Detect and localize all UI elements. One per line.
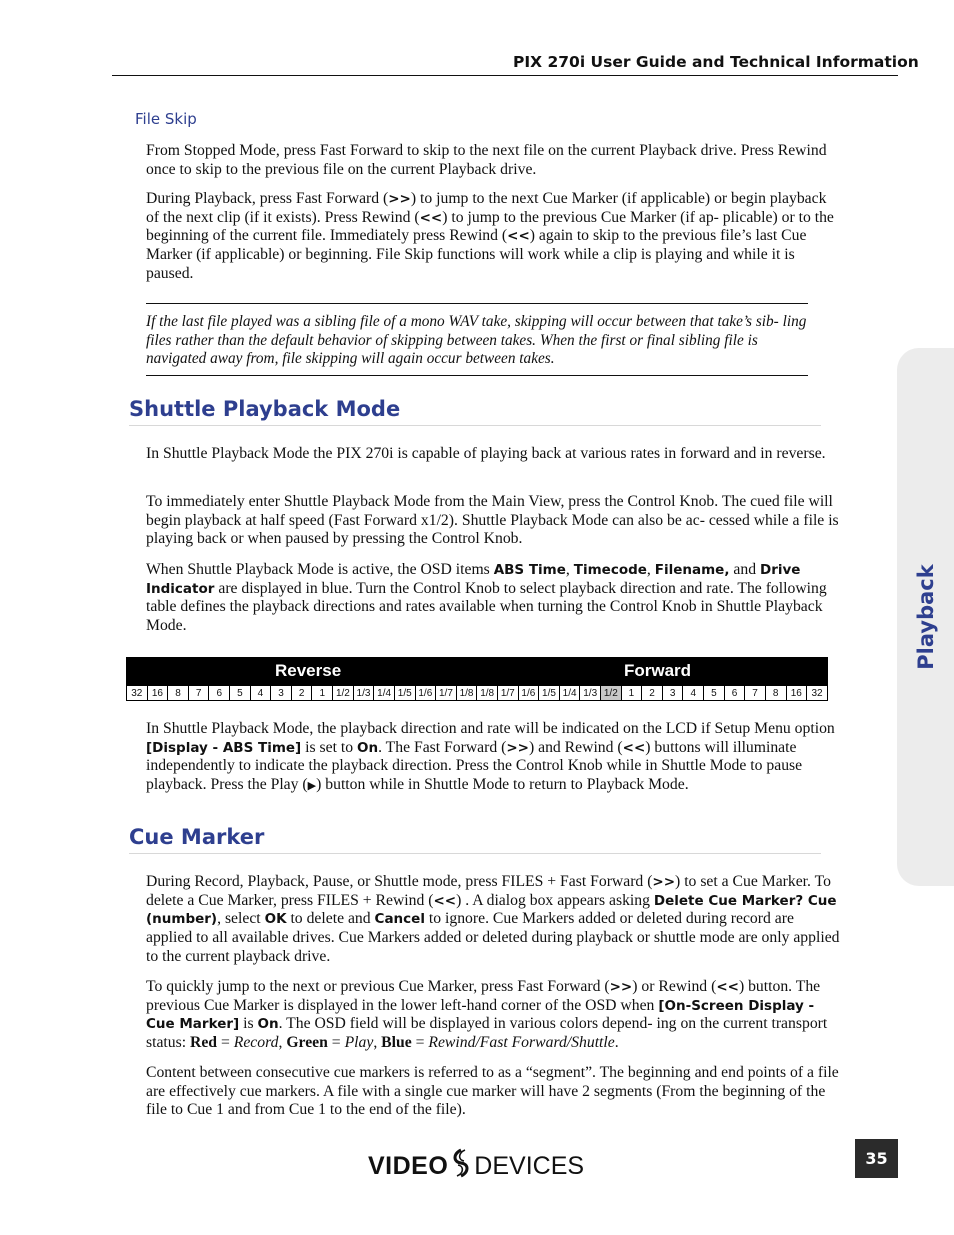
shuttle-heading: Shuttle Playback Mode (129, 397, 401, 421)
shuttle-rate-table (126, 657, 828, 701)
cue-paragraph-3: Content between consecutive cue markers is referred to as a “segment”. The beginning and end points of a file are effectively cue markers. A file with a single cue marker will have 2 segments (From the beginning of the file to Cue 1 and from Cue 1 to the end of the file). (146, 1064, 839, 1119)
rate-cell: 4 (683, 686, 704, 701)
rate-cell: 1/8 (456, 686, 477, 701)
file-skip-heading: File Skip (135, 110, 197, 128)
rate-cell: 1/4 (559, 686, 580, 701)
rate-cell: 1 (312, 686, 333, 701)
rate-cell: 32 (807, 686, 828, 701)
rate-cell: 16 (786, 686, 807, 701)
cue-marker-heading-rule (129, 853, 821, 854)
rate-cell: 1/7 (436, 686, 457, 701)
rate-cell: 6 (724, 686, 745, 701)
rate-cell: 2 (291, 686, 312, 701)
shuttle-paragraph-4: In Shuttle Playback Mode, the playback direction and rate will be indicated on the LCD if Setup Menu option [Display - ABS Time] is set to On. The Fast Forward (>>) and Rewind (<<) buttons will illuminate independently to indicate the playback direction. Press the Control Knob while in Shuttle Mode to pause playback. Press the Play (▶) button while in Shuttle Mode to return to Playback Mode. (146, 720, 835, 794)
shuttle-heading-rule (129, 425, 821, 426)
section-tab-playback: Playback (897, 348, 954, 886)
rate-cell: 16 (147, 686, 168, 701)
logo-swirl-icon (449, 1148, 473, 1178)
note-bottom-rule (146, 375, 808, 376)
file-skip-paragraph-1: From Stopped Mode, press Fast Forward to skip to the next file on the current Playback drive. Press Rewind once to skip to the previous file on the current Playback drive. (146, 142, 827, 178)
rate-cell: 6 (209, 686, 230, 701)
note-top-rule (146, 303, 808, 304)
note-text: If the last file played was a sibling file of a mono WAV take, skipping will occur between that take’s sib- ling files rather than the default behavior of skipping between takes. When the first or final sibling file is navigated away from, file skipping will again occur between takes. (146, 313, 807, 368)
rate-cell: 1/2 (601, 686, 622, 701)
rate-cell: 3 (271, 686, 292, 701)
rate-cell: 8 (765, 686, 786, 701)
rate-cell: 1/6 (415, 686, 436, 701)
rate-cell: 1/2 (333, 686, 354, 701)
cue-paragraph-1: During Record, Playback, Pause, or Shuttle mode, press FILES + Fast Forward (>>) to set a Cue Marker. To delete a Cue Marker, press FILES + Rewind (<<) . A dialog box appears asking Delete Cue Marker? Cue (number), select OK to delete and Cancel to ignore. Cue Markers added or deleted during record are applied to all available drives. Cue Markers added or deleted during playback or shuttle mode are only applied to the current playback drive. (146, 873, 840, 965)
rate-table-header (126, 657, 828, 685)
cue-paragraph-2: To quickly jump to the next or previous Cue Marker, press Fast Forward (>>) or Rewind (<<) button. The previous Cue Marker is displayed in the lower left-hand corner of the OSD when [On-Screen Display - Cue Marker] is On. The OSD field will be displayed in various colors depend- ing on the current transport status: Red = Record, Green = Play, Blue = Rewind/Fast Forward/Shuttle. (146, 978, 828, 1052)
rate-cell: 1/8 (477, 686, 498, 701)
rate-cell: 1/3 (353, 686, 374, 701)
header-rule (112, 75, 898, 76)
shuttle-paragraph-1: In Shuttle Playback Mode the PIX 270i is capable of playing back at various rates in forward and in reverse. (146, 445, 826, 462)
forward-label: Forward (624, 661, 692, 680)
rate-cell: 1/5 (394, 686, 415, 701)
rate-cell: 5 (704, 686, 725, 701)
rate-cell: 1 (621, 686, 642, 701)
rate-cell: 1/5 (539, 686, 560, 701)
video-devices-logo: VIDEO DEVICES (368, 1148, 584, 1181)
rate-cell: 5 (230, 686, 251, 701)
reverse-label: Reverse (275, 661, 342, 680)
rate-cell: 1/6 (518, 686, 539, 701)
file-skip-paragraph-2: During Playback, press Fast Forward (>>) to jump to the next Cue Marker (if applicable) or begin playback of the next clip (if it exists). Press Rewind (<<) to jump to the previous Cue Marker (if ap- plicable) or to the beginning of the current file. Immediately press Rewind (<<) again to skip to the previous file’s last Cue Marker (if applicable) or beginning. File Skip functions will work while a clip is playing and while it is paused. (146, 190, 834, 282)
rate-cell: 1/4 (374, 686, 395, 701)
play-icon: ▶ (307, 779, 317, 793)
running-header: PIX 270i User Guide and Technical Information (513, 53, 919, 71)
rate-cell: 2 (642, 686, 663, 701)
rate-cell: 8 (168, 686, 189, 701)
cue-marker-heading: Cue Marker (129, 825, 265, 849)
rate-cell: 7 (745, 686, 766, 701)
rate-row (126, 685, 828, 701)
page-number: 35 (855, 1139, 898, 1178)
shuttle-paragraph-2: To immediately enter Shuttle Playback Mode from the Main View, press the Control Knob. The cued file will begin playback at half speed (Fast Forward x1/2). Shuttle Playback Mode can also be ac- cessed while a file is playing back or when paused by pressing the Control Knob. (146, 493, 839, 548)
rate-cell: 32 (127, 686, 148, 701)
rate-cell: 3 (662, 686, 683, 701)
rate-cell: 7 (188, 686, 209, 701)
shuttle-paragraph-3: When Shuttle Playback Mode is active, the OSD items ABS Time, Timecode, Filename, and Drive Indicator are displayed in blue. Turn the Control Knob to select playback direction and rate. The following table defines the playback directions and rates available when turning the Control Knob in Shuttle Playback Mode. (146, 561, 827, 635)
rate-cell: 1/7 (497, 686, 518, 701)
rate-cell: 4 (250, 686, 271, 701)
rate-cell: 1/3 (580, 686, 601, 701)
